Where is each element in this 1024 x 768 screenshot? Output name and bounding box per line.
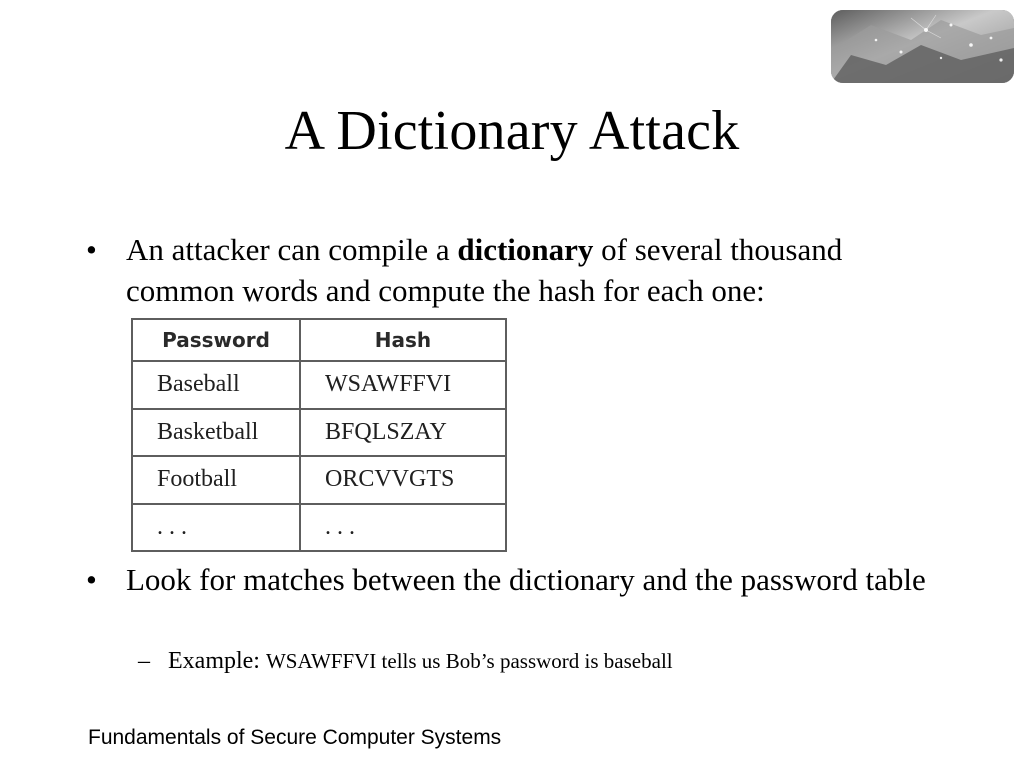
password-hash-table [131, 318, 507, 552]
sub-bullet-example [138, 644, 938, 678]
table-row [132, 504, 506, 552]
password-cell: Football [132, 456, 300, 504]
password-cell: Basketball [132, 409, 300, 457]
slide-title: A Dictionary Attack [284, 100, 740, 162]
hash-cell: ORCVVGTS [300, 456, 506, 504]
table-row [132, 361, 506, 409]
password-cell: . . . [132, 504, 300, 552]
table-row [132, 456, 506, 504]
city-lights-photo-icon [831, 10, 1014, 83]
table-header-row [132, 319, 506, 361]
corner-decorative-photo [831, 10, 1014, 83]
bullet-dictionary [86, 229, 946, 311]
column-header-hash: Hash [300, 319, 506, 361]
bullet-text [126, 229, 946, 311]
password-cell: Baseball [132, 361, 300, 409]
bullet-emphasis: dictionary [457, 232, 594, 267]
hash-cell: . . . [300, 504, 506, 552]
bullet-look-for-matches [86, 559, 946, 600]
slide-footer: Fundamentals of Secure Computer Systems [88, 726, 502, 749]
bullet-text-suffix: of several thousand common words and compute the hash for each one: [126, 232, 843, 308]
bullet-text-prefix: An attacker can compile a [126, 232, 458, 267]
hash-cell: BFQLSZAY [300, 409, 506, 457]
sub-bullet-detail: WSAWFFVI tells us Bob’s password is baseball [265, 649, 673, 673]
sub-bullet-label: Example: [168, 648, 266, 674]
hash-cell: WSAWFFVI [300, 361, 506, 409]
bullet-marker: • [86, 562, 97, 597]
table-row [132, 409, 506, 457]
sub-bullet-marker: – [138, 648, 150, 674]
bullet-marker: • [86, 232, 97, 267]
password-hash-table-container [131, 318, 505, 552]
bullet-text: Look for matches between the dictionary and the password table [126, 562, 926, 597]
column-header-password: Password [132, 319, 300, 361]
